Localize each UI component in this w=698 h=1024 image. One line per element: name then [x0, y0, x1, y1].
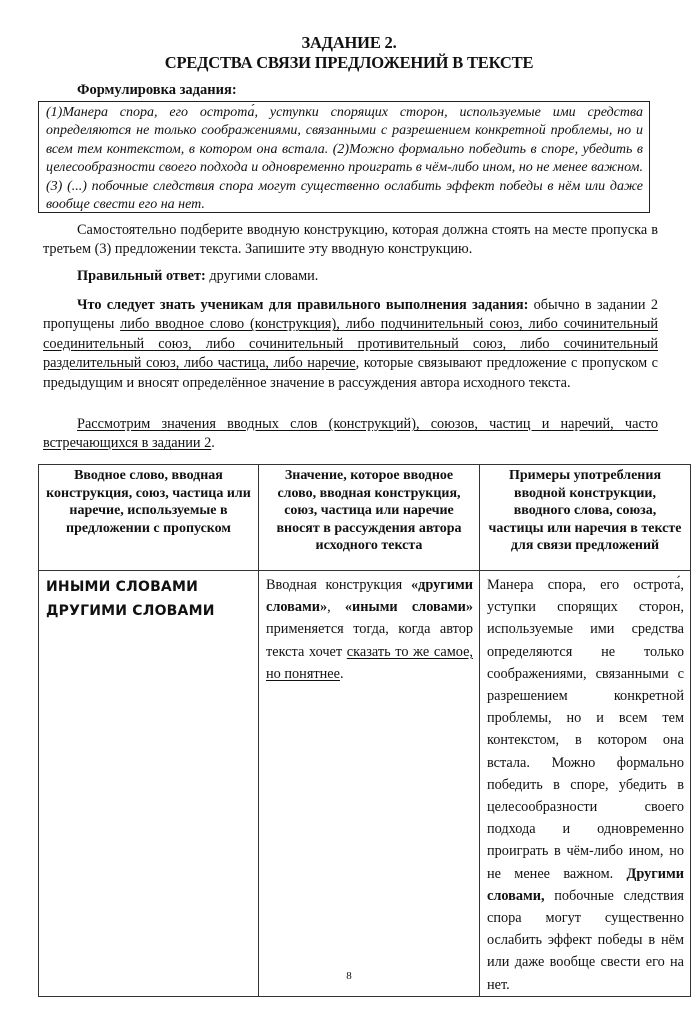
meaning-end: . — [340, 665, 344, 682]
consider-paragraph — [43, 415, 658, 454]
task-label: Формулировка задания: — [77, 82, 237, 98]
knowledge-text-before: обычно в задании 2 пропущены — [43, 297, 658, 333]
meaning-cell — [259, 571, 480, 997]
table-row — [39, 571, 691, 997]
example-bold-connective: Другими словами, — [487, 865, 684, 904]
term-drugimi-slovami: ДРУГИМИ СЛОВАМИ — [46, 603, 215, 619]
meaning-text: Вводная конструкция — [266, 577, 411, 593]
answer-value: другими словами. — [205, 268, 319, 284]
answer-label: Правильный ответ: — [77, 268, 206, 284]
header-connective: Вводное слово, вводная конструкция, союз, частица или наречие, используемые в предложении с пропуском — [39, 465, 259, 571]
table-header-row — [39, 465, 691, 571]
meaning-text: применяется тогда, когда автор текста хочет — [266, 621, 473, 660]
header-examples: Примеры употребления вводной конструкции, вводного слова, союза, частицы или наречия в тексте для связи предложений — [480, 465, 691, 571]
term-inymi-slovami: ИНЫМИ СЛОВАМИ — [46, 579, 199, 595]
knowledge-label: Что следует знать ученикам для правильного выполнения задания: — [77, 297, 529, 313]
answer-paragraph — [43, 267, 658, 286]
task-number-heading: ЗАДАНИЕ 2. — [301, 33, 397, 52]
meaning-bold-term: «иными словами» — [344, 599, 473, 616]
meaning-bold-term: «другими словами» — [266, 577, 473, 616]
example-text: Манера спора, его острота́, уступки спорящих сторон, используемые ими средства определяются не только соображениями, связанными с разрешением конкретной проблемы, но и всем тем контекстом, в котором она встала. Можно формально победить в споре, убедить в целесообразности своего подхода и одновременно проиграть в чём-либо ином, но не менее важном. — [487, 577, 684, 882]
consider-end: . — [211, 435, 215, 452]
task-topic-heading: СРЕДСТВА СВЯЗИ ПРЕДЛОЖЕНИЙ В ТЕКСТЕ — [164, 53, 534, 72]
meaning-separator: , — [327, 599, 345, 616]
example-text: побочные следствия спора могут существенно ослабить эффект победы в нём или даже вообще свести его на нет. — [487, 887, 684, 993]
example-cell — [480, 571, 691, 997]
instruction-paragraph: Самостоятельно подберите вводную конструкцию, которая должна стоять на месте пропуска в третьем (3) предложении текста. Запишите эту вводную конструкцию. — [43, 222, 658, 258]
knowledge-text-after: , которые связывают предложение с пропуском с предыдущим и вносят определённое значение в рассуждения автора исходного текста. — [43, 355, 658, 391]
knowledge-paragraph — [43, 296, 658, 393]
consider-text: Рассмотрим значения вводных слов (конструкций), союзов, частиц и наречий, часто встречающихся в задании 2 — [43, 416, 658, 452]
connective-cell — [39, 571, 259, 997]
meaning-underlined: сказать то же самое, но понятнее — [266, 643, 473, 682]
header-meaning: Значение, которое вводное слово, вводная конструкция, союз, частица или наречие вносят в рассуждения автора исходного текста — [259, 465, 480, 571]
task-text-box: (1)Манера спора, его острота́, уступки спорящих сторон, используемые ими средства определяются не только соображениями, связанными с разрешением конкретной проблемы, но и всем тем контекстом, в котором она встала. (2)Можно формально победить в споре, убедить в целесообразности своего подхода и одновременно проиграть в чём-либо ином, но не менее важном. (3) (...) побочные следствия спора могут существенно ослабить эффект победы в нём или даже вообще свести его на нет. — [38, 101, 650, 213]
connectives-table — [38, 464, 691, 997]
page-number: 8 — [346, 970, 352, 982]
knowledge-underlined-list: либо вводное слово (конструкция), либо подчинительный союз, либо сочинительный соединительный союз, либо сочинительный противительный союз, либо сочинительный разделительный союз, либо частица, либо наречие — [43, 316, 658, 372]
